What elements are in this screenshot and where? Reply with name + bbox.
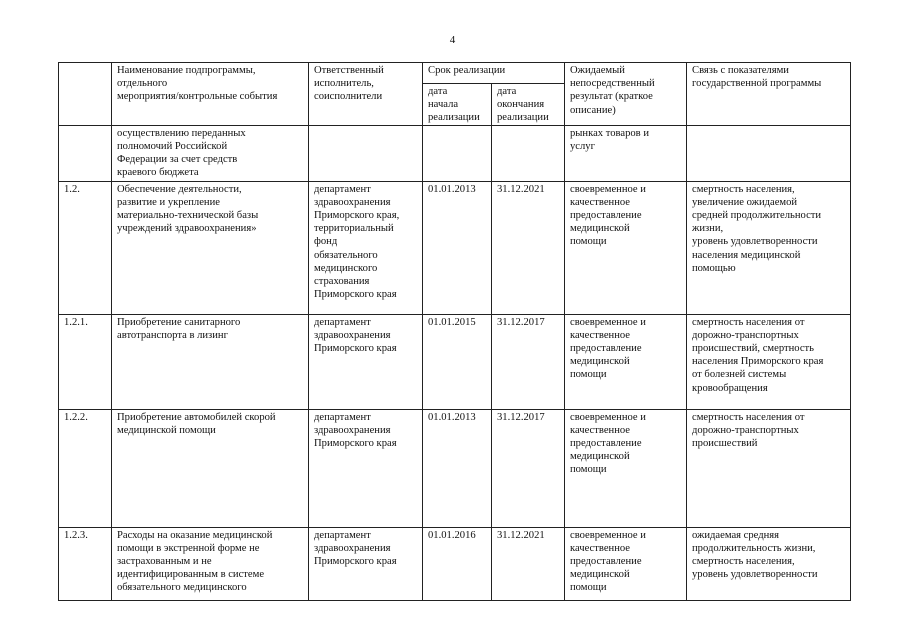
row-start-date: 01.01.2016 [423,527,492,600]
header-num [59,63,112,126]
row-executor [309,125,423,181]
row-result: своевременное и качественное предоставление медицинской помощи [565,181,687,314]
row-result: своевременное и качественное предоставление медицинской помощи [565,527,687,600]
row-end-date [492,125,565,181]
row-end-date: 31.12.2017 [492,314,565,409]
row-start-date: 01.01.2013 [423,409,492,527]
row-end-date: 31.12.2021 [492,181,565,314]
header-row [59,63,851,84]
header-name: Наименование подпрограммы, отдельного мероприятия/контрольные события [112,63,309,126]
row-num: 1.2.1. [59,314,112,409]
row-end-date: 31.12.2021 [492,527,565,600]
row-name: Обеспечение деятельности, развитие и укрепление материально-технической базы учреждений здравоохранения» [112,181,309,314]
table-row [59,409,851,527]
row-num: 1.2.3. [59,527,112,600]
row-name: Приобретение санитарного автотранспорта в лизинг [112,314,309,409]
row-executor: департамент здравоохранения Приморского края, территориальный фонд обязательного медицинского страхования Приморского края [309,181,423,314]
row-num [59,125,112,181]
row-start-date: 01.01.2015 [423,314,492,409]
row-link: смертность населения от дорожно-транспортных происшествий [687,409,851,527]
row-executor: департамент здравоохранения Приморского края [309,314,423,409]
row-num: 1.2. [59,181,112,314]
row-name: Приобретение автомобилей скорой медицинской помощи [112,409,309,527]
row-name: Расходы на оказание медицинской помощи в экстренной форме не застрахованным и не идентифицированным в системе обязательного медицинского [112,527,309,600]
row-start-date: 01.01.2013 [423,181,492,314]
header-link: Связь с показателями государственной программы [687,63,851,126]
row-start-date [423,125,492,181]
row-link: ожидаемая средняя продолжительность жизни, смертность населения, уровень удовлетворенности [687,527,851,600]
row-name: осуществлению переданных полномочий Российской Федерации за счет средств краевого бюджета [112,125,309,181]
row-num: 1.2.2. [59,409,112,527]
row-executor: департамент здравоохранения Приморского края [309,409,423,527]
row-link: смертность населения от дорожно-транспортных происшествий, смертность населения Приморского края от болезней системы кровообращения [687,314,851,409]
row-link [687,125,851,181]
row-result: своевременное и качественное предоставление медицинской помощи [565,314,687,409]
table-row [59,314,851,409]
row-link: смертность населения, увеличение ожидаемой средней продолжительности жизни, уровень удовлетворенности населения медицинской помощью [687,181,851,314]
header-result: Ожидаемый непосредственный результат (краткое описание) [565,63,687,126]
row-end-date: 31.12.2017 [492,409,565,527]
header-period: Срок реализации [423,63,565,84]
row-result: своевременное и качественное предоставление медицинской помощи [565,409,687,527]
row-executor: департамент здравоохранения Приморского края [309,527,423,600]
page-number: 4 [449,34,456,46]
row-result: рынках товаров и услуг [565,125,687,181]
table-row [59,527,851,600]
table-row [59,181,851,314]
program-table [58,62,851,601]
table-row [59,125,851,181]
header-executor: Ответственный исполнитель, соисполнители [309,63,423,126]
header-start-date: дата начала реализации [423,84,492,126]
header-end-date: дата окончания реализации [492,84,565,126]
